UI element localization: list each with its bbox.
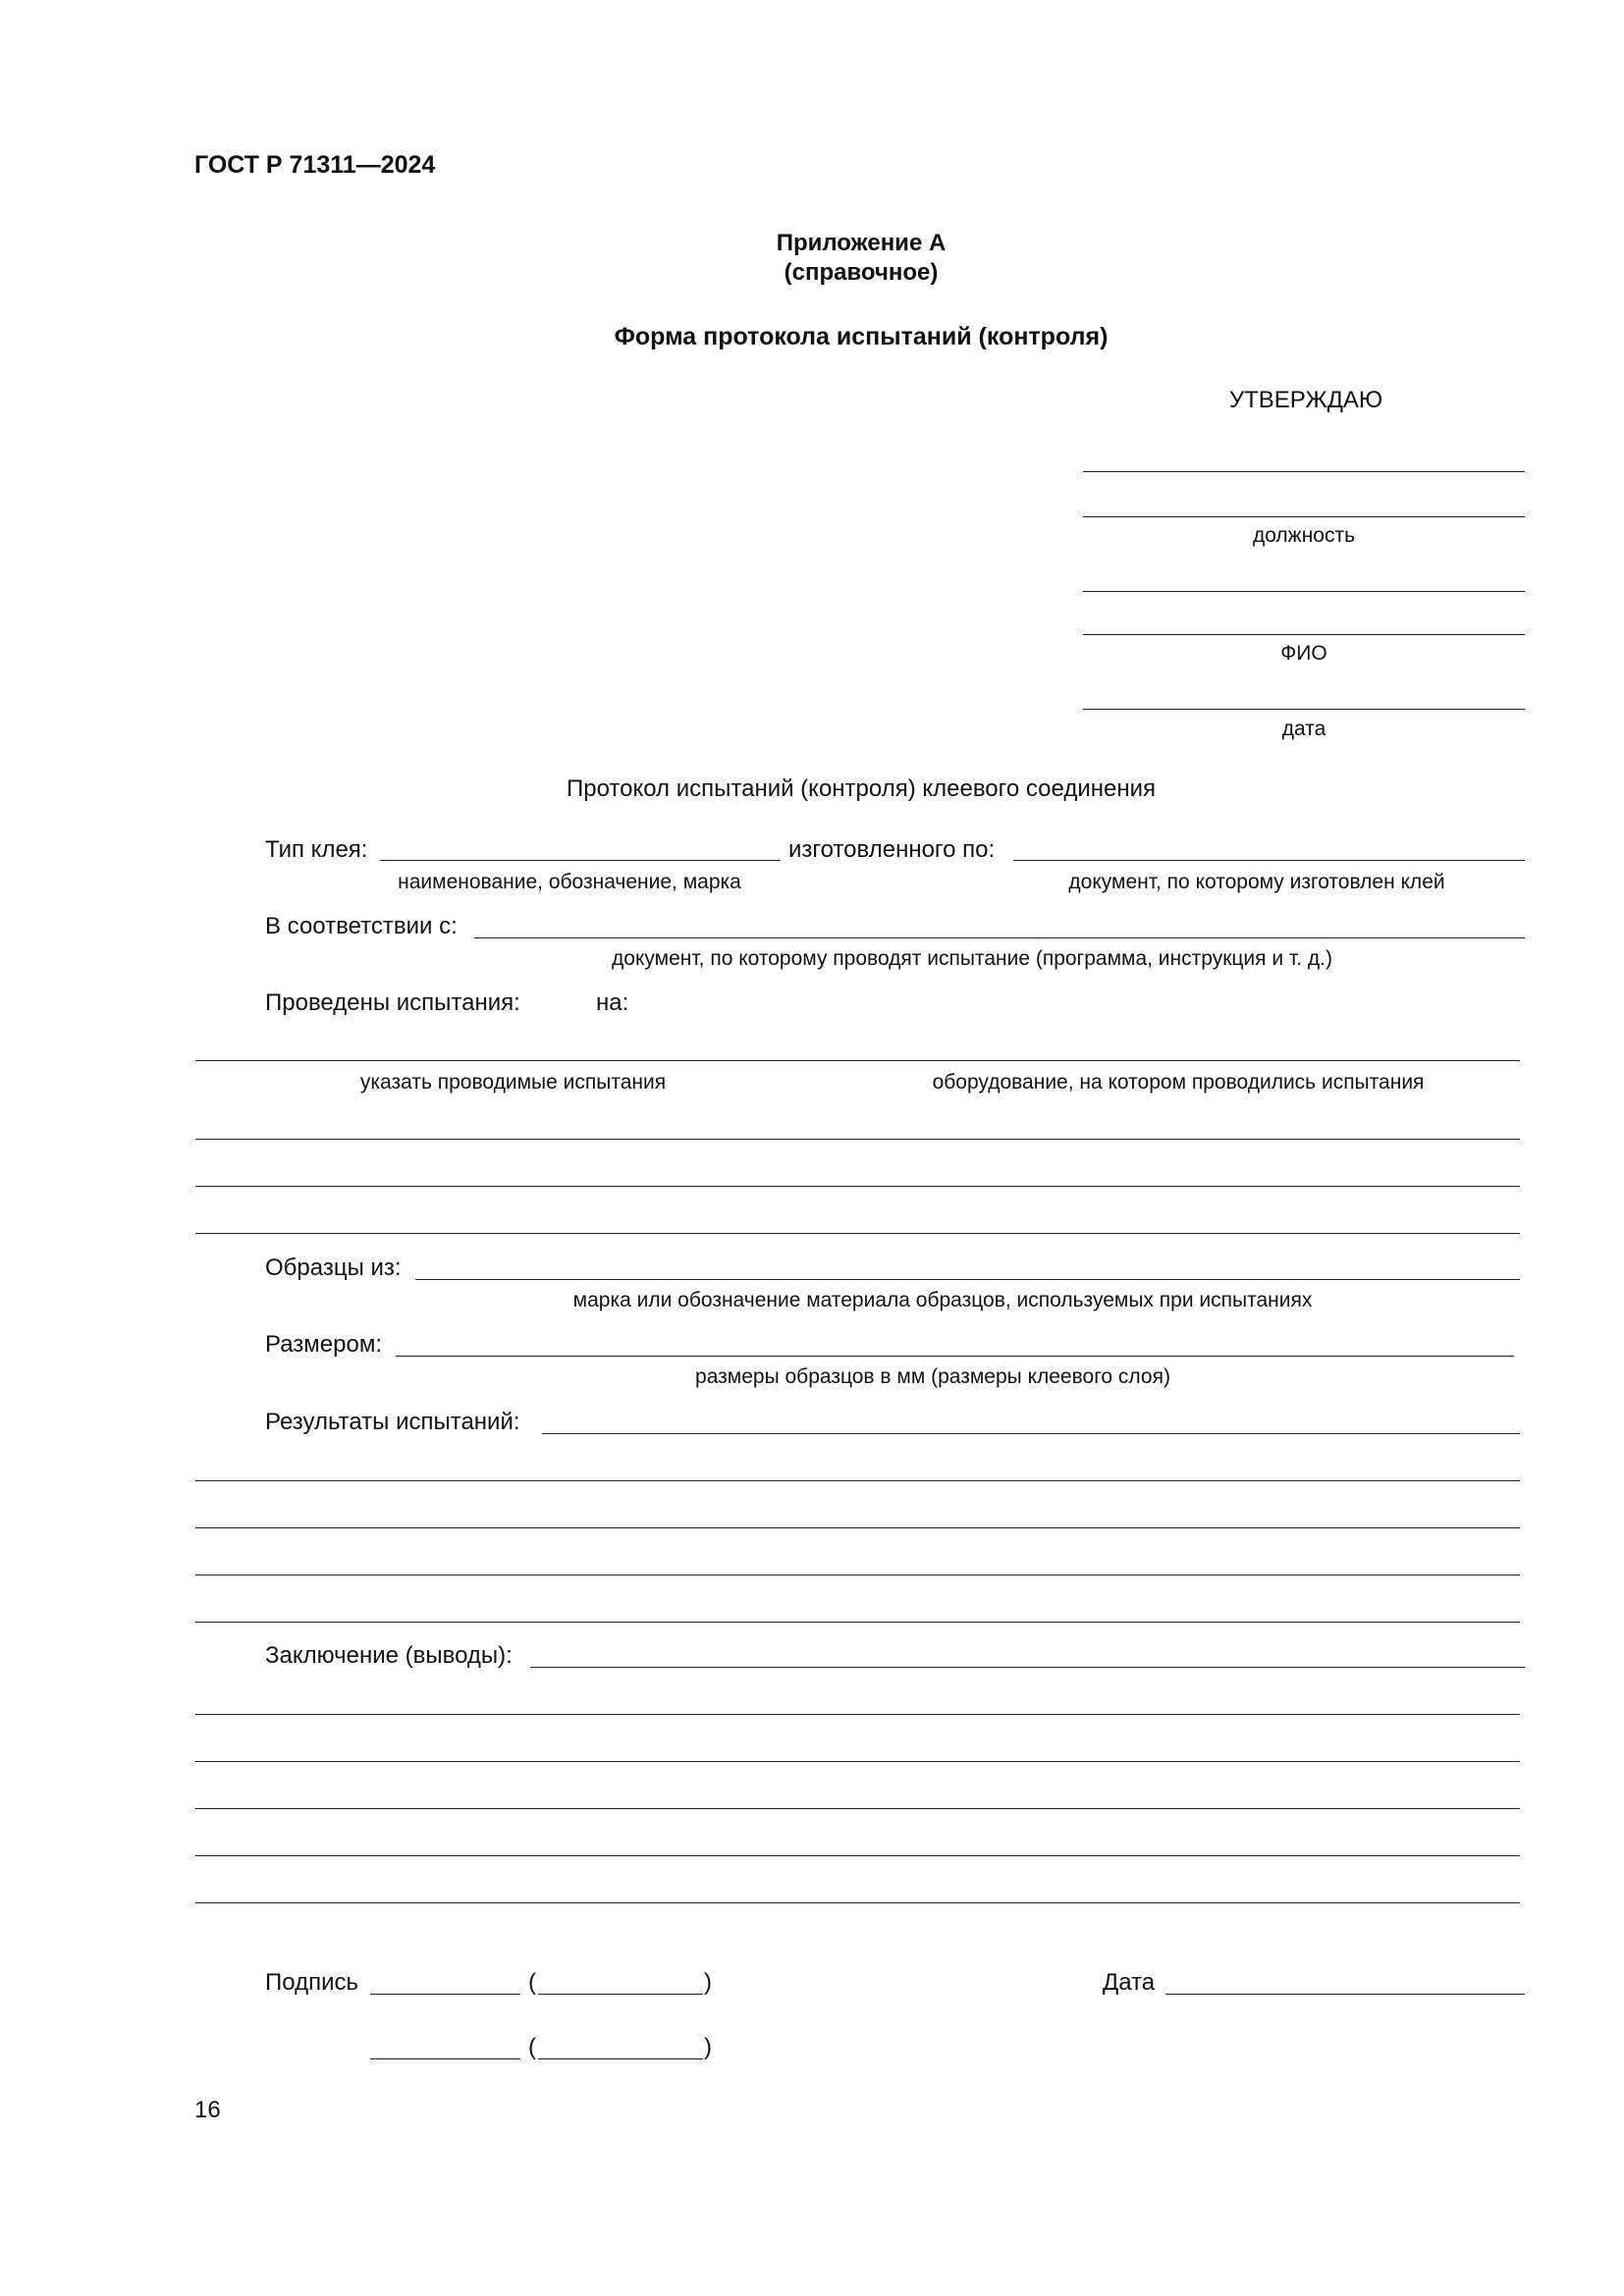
size-field[interactable] bbox=[396, 1356, 1514, 1357]
conclusion-line-4[interactable] bbox=[195, 1855, 1520, 1856]
results-line-1[interactable] bbox=[195, 1480, 1520, 1481]
standard-id: ГОСТ Р 71311—2024 bbox=[194, 151, 436, 179]
signature-field-1[interactable] bbox=[370, 1994, 520, 1995]
tests-extra-line-2[interactable] bbox=[195, 1186, 1520, 1187]
tests-field[interactable] bbox=[195, 1060, 1520, 1061]
page-number: 16 bbox=[194, 2097, 221, 2123]
date-caption: дата bbox=[1281, 718, 1326, 740]
approval-date-line[interactable] bbox=[1083, 709, 1525, 710]
results-label: Результаты испытаний: bbox=[265, 1409, 520, 1435]
signature-close-paren-1: ) bbox=[704, 1969, 712, 1996]
signature-close-paren-2: ) bbox=[704, 2034, 712, 2060]
appendix-title: Приложение А bbox=[776, 230, 947, 256]
form-title: Форма протокола испытаний (контроля) bbox=[614, 323, 1109, 350]
adhesive-type-label: Тип клея: bbox=[265, 836, 368, 863]
signature-name-field-1[interactable] bbox=[538, 1994, 703, 1995]
equipment-caption: оборудование, на котором проводились испытания bbox=[932, 1071, 1425, 1094]
conclusion-line-2[interactable] bbox=[195, 1761, 1520, 1762]
conclusion-label: Заключение (выводы): bbox=[265, 1642, 513, 1669]
manufactured-caption: документ, по которому изготовлен клей bbox=[1068, 871, 1445, 893]
approval-line-3[interactable] bbox=[1083, 591, 1525, 592]
according-caption: документ, по которому проводят испытание (программа, инструкция и т. д.) bbox=[612, 947, 1332, 970]
results-field[interactable] bbox=[542, 1433, 1520, 1434]
conclusion-line-5[interactable] bbox=[195, 1902, 1520, 1903]
approval-position-line[interactable] bbox=[1083, 516, 1525, 517]
samples-label: Образцы из: bbox=[265, 1255, 402, 1281]
adhesive-type-field[interactable] bbox=[380, 860, 781, 861]
signature-label: Подпись bbox=[265, 1969, 358, 1996]
manufactured-field[interactable] bbox=[1013, 860, 1525, 861]
size-caption: размеры образцов в мм (размеры клеевого слоя) bbox=[695, 1365, 1170, 1388]
size-label: Размером: bbox=[265, 1331, 383, 1358]
conclusion-line-3[interactable] bbox=[195, 1808, 1520, 1809]
date-field[interactable] bbox=[1165, 1994, 1525, 1995]
tests-extra-line-1[interactable] bbox=[195, 1139, 1520, 1140]
signature-open-paren-2: ( bbox=[528, 2034, 536, 2060]
conclusion-line-1[interactable] bbox=[195, 1714, 1520, 1715]
adhesive-type-caption: наименование, обозначение, марка bbox=[398, 871, 741, 893]
tests-on-label: на: bbox=[596, 989, 629, 1016]
appendix-note: (справочное) bbox=[784, 259, 939, 286]
date-label: Дата bbox=[1103, 1969, 1156, 1996]
tests-caption: указать проводимые испытания bbox=[359, 1071, 667, 1094]
according-label: В соответствии с: bbox=[265, 913, 458, 939]
approval-name-line[interactable] bbox=[1083, 634, 1525, 635]
signature-name-field-2[interactable] bbox=[538, 2058, 703, 2059]
position-caption: должность bbox=[1252, 524, 1356, 547]
according-field[interactable] bbox=[474, 937, 1525, 938]
samples-caption: марка или обозначение материала образцов, используемых при испытаниях bbox=[572, 1289, 1313, 1311]
manufactured-label: изготовленного по: bbox=[788, 836, 996, 863]
approval-line-1[interactable] bbox=[1083, 471, 1525, 472]
tests-extra-line-3[interactable] bbox=[195, 1233, 1520, 1234]
conclusion-field[interactable] bbox=[530, 1667, 1525, 1668]
results-line-2[interactable] bbox=[195, 1527, 1520, 1528]
protocol-title: Протокол испытаний (контроля) клеевого соединения bbox=[566, 775, 1157, 802]
tests-label: Проведены испытания: bbox=[265, 989, 520, 1016]
approval-label: УТВЕРЖДАЮ bbox=[1228, 387, 1383, 413]
signature-field-2[interactable] bbox=[370, 2058, 520, 2059]
name-caption: ФИО bbox=[1280, 642, 1327, 665]
signature-open-paren-1: ( bbox=[528, 1969, 536, 1996]
samples-field[interactable] bbox=[415, 1279, 1520, 1280]
results-line-4[interactable] bbox=[195, 1622, 1520, 1623]
